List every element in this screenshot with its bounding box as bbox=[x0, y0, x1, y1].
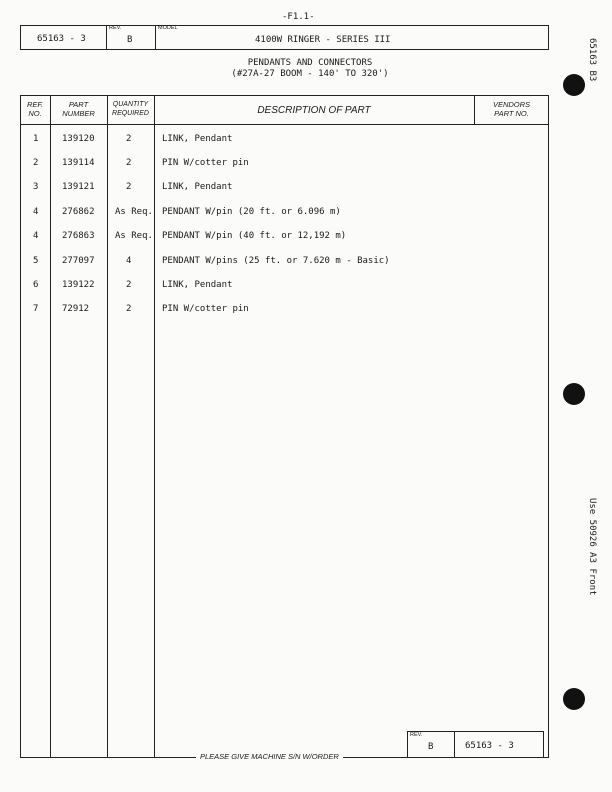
part-number: 276863 bbox=[62, 231, 95, 241]
ref-no: 4 bbox=[33, 231, 39, 241]
description: LINK, Pendant bbox=[162, 134, 233, 144]
header-vendors-part-no: VENDORS PART NO. bbox=[492, 100, 531, 118]
part-number: 139122 bbox=[62, 280, 95, 290]
ref-no: 1 bbox=[33, 134, 39, 144]
header-ref-no: REF. NO. bbox=[26, 100, 44, 118]
header-model-label: MODEL bbox=[158, 25, 178, 31]
parts-table bbox=[20, 95, 549, 758]
quantity: As Req. bbox=[115, 207, 153, 217]
header-rev-label: REV. bbox=[109, 25, 122, 31]
description: PIN W/cotter pin bbox=[162, 158, 249, 168]
quantity: 2 bbox=[126, 134, 132, 144]
quantity: 4 bbox=[126, 256, 132, 266]
description: PENDANT W/pin (40 ft. or 12,192 m) bbox=[162, 231, 347, 241]
quantity: 2 bbox=[126, 280, 132, 290]
quantity: 2 bbox=[126, 158, 132, 168]
header-model-value: 4100W RINGER - SERIES III bbox=[255, 35, 391, 45]
footer-doc-number: 65163 - 3 bbox=[465, 741, 514, 751]
description: PIN W/cotter pin bbox=[162, 304, 249, 314]
quantity: As Req. bbox=[115, 231, 153, 241]
page-title bbox=[190, 58, 430, 80]
part-number: 276862 bbox=[62, 207, 95, 217]
header-part-number: PART NUMBER bbox=[62, 100, 95, 118]
header-doc-number: 65163 - 3 bbox=[37, 34, 86, 44]
footer-rev-label: REV. bbox=[410, 732, 423, 738]
part-number: 139120 bbox=[62, 134, 95, 144]
footer-rev-value: B bbox=[428, 742, 434, 752]
title-line-2: (#27A-27 BOOM - 140' TO 320') bbox=[231, 69, 389, 79]
part-number: 72912 bbox=[62, 304, 90, 314]
ref-no: 3 bbox=[33, 182, 39, 192]
header-quantity-required: QUANTITY REQUIRED bbox=[112, 101, 149, 117]
header-description: DESCRIPTION OF PART bbox=[257, 105, 371, 116]
margin-use-note: Use 50926 A3 Front bbox=[587, 498, 597, 596]
page-marker: -F1.1- bbox=[282, 12, 315, 22]
ref-no: 6 bbox=[33, 280, 39, 290]
binder-hole-top bbox=[563, 74, 585, 96]
ref-no: 4 bbox=[33, 207, 39, 217]
ref-no: 5 bbox=[33, 256, 39, 266]
ref-no: 7 bbox=[33, 304, 39, 314]
binder-hole-middle bbox=[563, 383, 585, 405]
title-line-1: PENDANTS AND CONNECTORS bbox=[247, 58, 373, 68]
part-number: 139121 bbox=[62, 182, 95, 192]
quantity: 2 bbox=[126, 304, 132, 314]
margin-code-top: 65163 B3 bbox=[587, 38, 597, 82]
description: PENDANT W/pins (25 ft. or 7.620 m - Basic) bbox=[162, 256, 390, 266]
part-number: 277097 bbox=[62, 256, 95, 266]
description: LINK, Pendant bbox=[162, 182, 233, 192]
quantity: 2 bbox=[126, 182, 132, 192]
part-number: 139114 bbox=[62, 158, 95, 168]
ref-no: 2 bbox=[33, 158, 39, 168]
description: PENDANT W/pin (20 ft. or 6.096 m) bbox=[162, 207, 341, 217]
binder-hole-bottom bbox=[563, 688, 585, 710]
description: LINK, Pendant bbox=[162, 280, 233, 290]
footer-note: PLEASE GIVE MACHINE S/N W/ORDER bbox=[196, 752, 343, 761]
header-rev-value: B bbox=[127, 35, 133, 45]
